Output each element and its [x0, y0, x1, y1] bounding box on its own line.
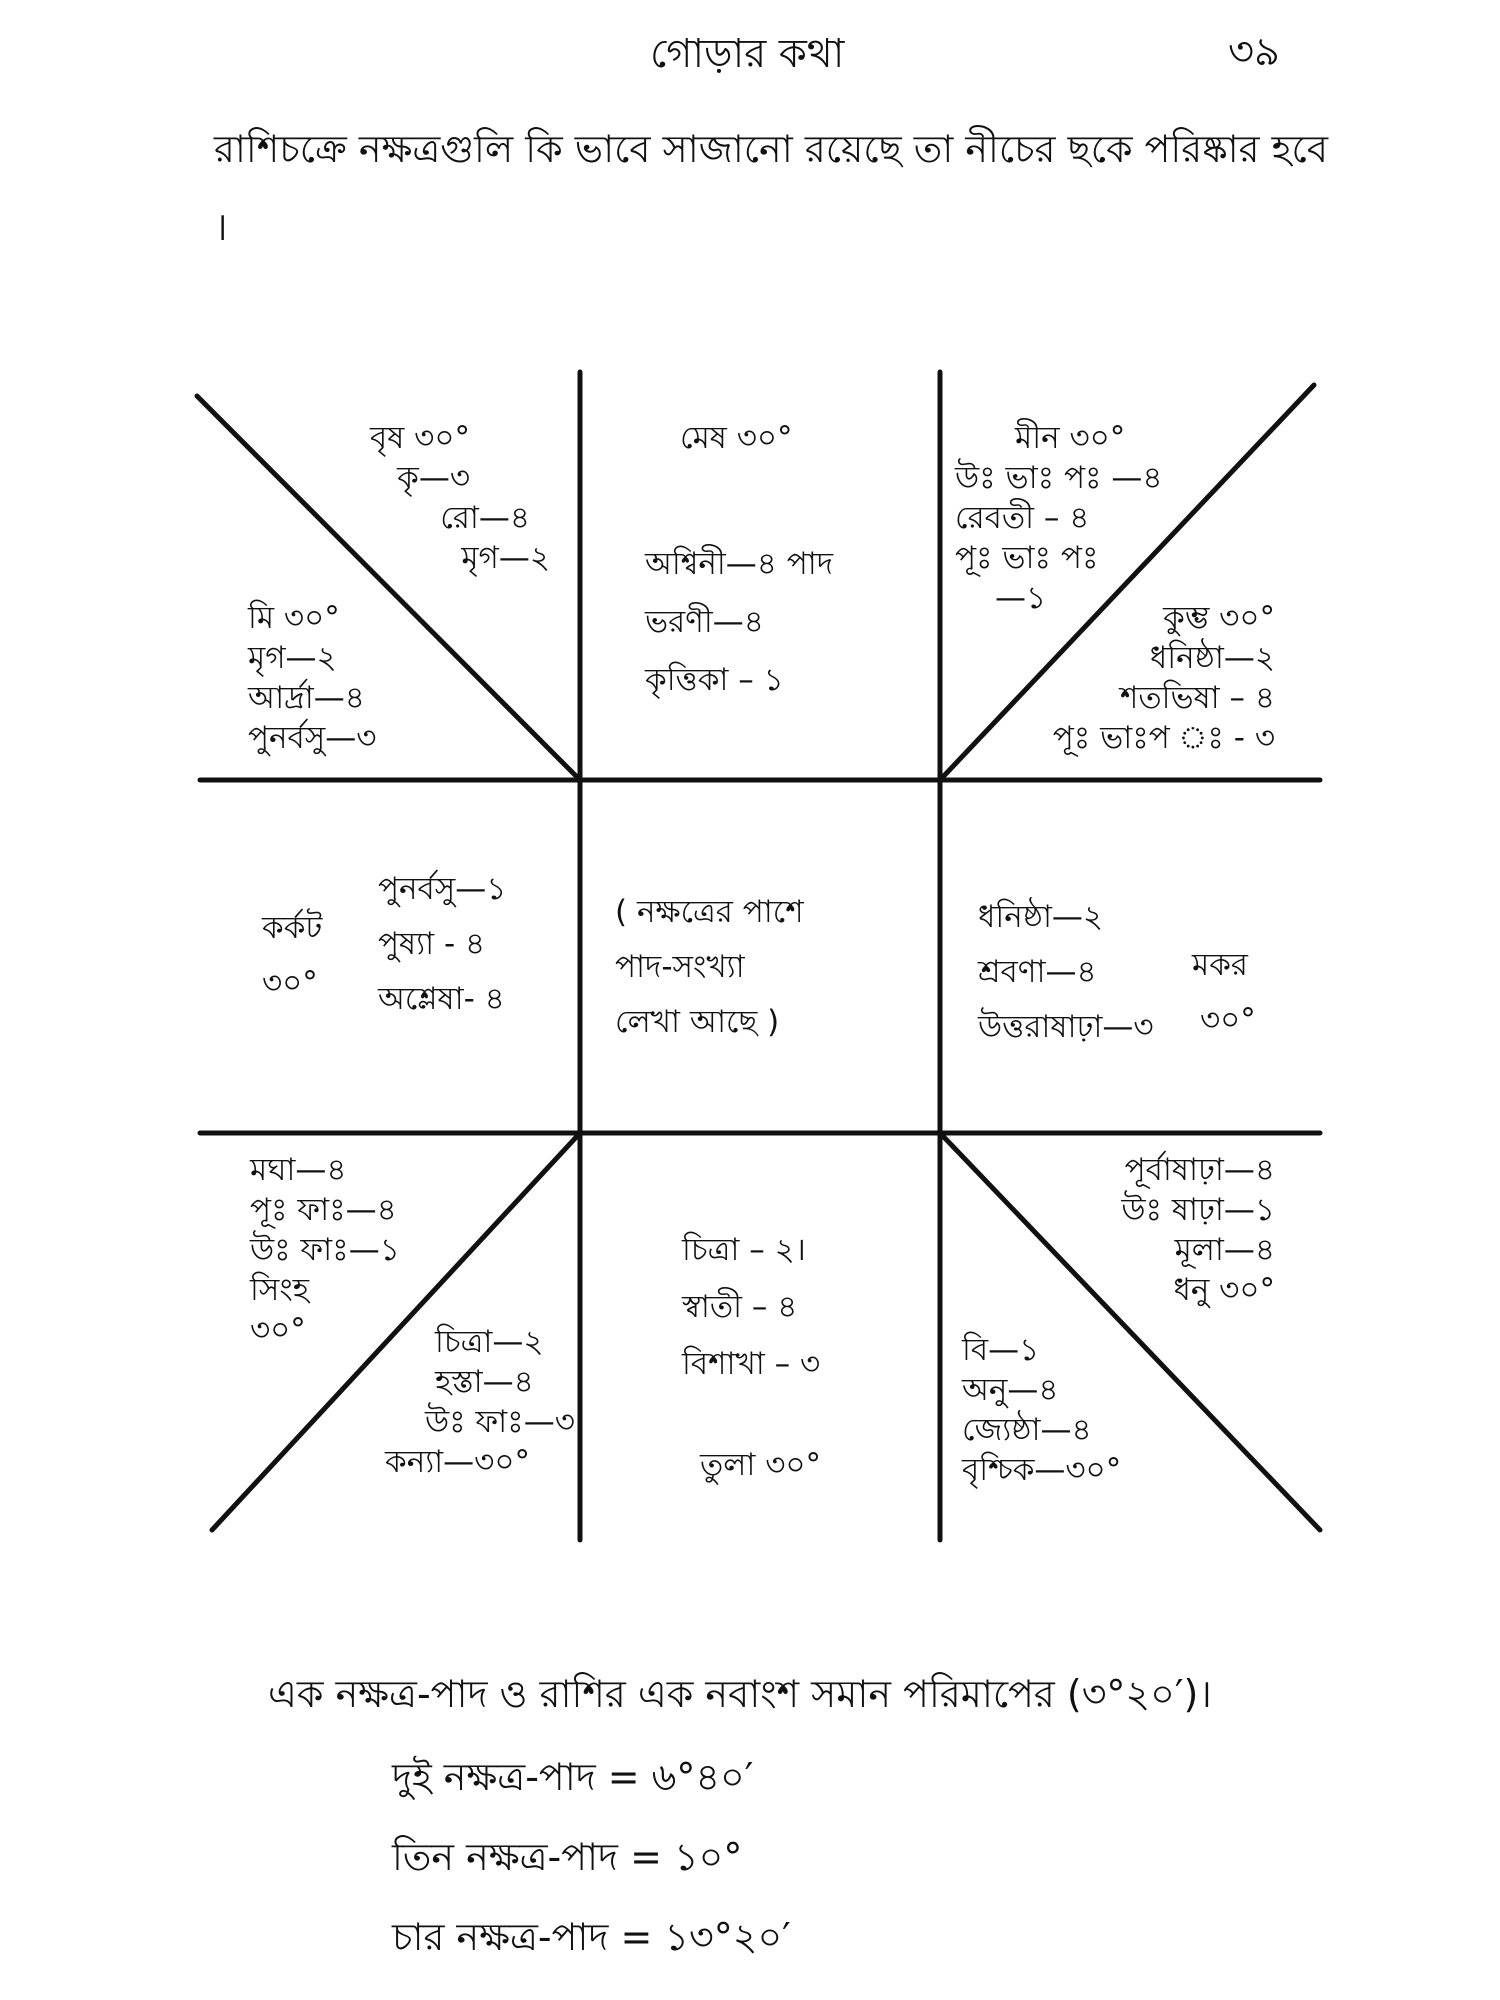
vrisha-line: কৃ—৩	[397, 460, 470, 496]
kanya-line: চিত্রা—২	[435, 1324, 544, 1360]
center-note-line: ( নক্ষত্রের পাশে	[615, 894, 804, 930]
simha-line: ৩০°	[250, 1312, 306, 1348]
karkata-line: অশ্লেষা- ৪	[378, 981, 505, 1017]
vrischika-line: বি—১	[962, 1332, 1040, 1368]
kumbha-line: শতভিষা – ৪	[1120, 680, 1275, 716]
cell-kumbha	[1030, 598, 1275, 758]
makara-degree: ৩০°	[1200, 1002, 1256, 1038]
cell-vrisha	[330, 418, 550, 578]
equation-three-pada: তিন নক্ষত্র-পাদ = ১০°	[392, 1835, 743, 1879]
dhanu-line: ধনু ৩০°	[1173, 1272, 1275, 1308]
meena-line: রেবতী – ৪	[955, 500, 1090, 536]
makara-line: উত্তরাষাঢ়া—৩	[978, 1009, 1154, 1045]
cell-dhanu	[1030, 1150, 1275, 1310]
vrischika-line: অনু—৪	[962, 1372, 1059, 1408]
tula-line: বিশাখা – ৩	[682, 1346, 821, 1382]
kanya-line: উঃ ফাঃ—৩	[425, 1404, 575, 1440]
dhanu-line: মূলা—৪	[1174, 1232, 1275, 1268]
center-note-line: পাদ-সংখ্যা	[615, 949, 745, 985]
cell-simha	[250, 1150, 400, 1350]
cell-makara	[978, 890, 1153, 1055]
mesha-line: কৃত্তিকা – ১	[645, 662, 784, 698]
simha-line: পূঃ ফাঃ—৪	[250, 1192, 397, 1228]
karkata-line: পুনর্বসু—১	[378, 871, 507, 907]
vrisha-line: বৃষ ৩০°	[369, 420, 470, 456]
makara-name: মকর	[1192, 947, 1248, 983]
makara-line: ধনিষ্ঠা—২	[978, 899, 1104, 935]
page-header-title: গোড়ার কথা	[650, 31, 845, 77]
simha-line: সিংহ	[250, 1272, 309, 1308]
karkata-name: কর্কট	[262, 910, 323, 946]
equation-two-pada: দুই নক্ষত্র-পাদ = ৬°৪০′	[392, 1755, 754, 1799]
vrisha-line: মৃগ—২	[461, 540, 550, 576]
mithuna-line: আর্দ্রা—৪	[248, 680, 365, 716]
dhanu-line: উঃ ষাঢ়া—১	[1121, 1192, 1275, 1228]
tula-line: চিত্রা – ২।	[682, 1232, 806, 1268]
intro-paragraph: রাশিচক্রে নক্ষত্রগুলি কি ভাবে সাজানো রয়েছে তা নীচের ছকে পরিষ্কার হবে ।	[214, 127, 1328, 249]
meena-line: —১	[995, 580, 1047, 616]
kanya-line: কন্যা—৩০°	[385, 1444, 530, 1480]
vrischika-line: জ্যেষ্ঠা—৪	[962, 1412, 1092, 1448]
center-note-line: লেখা আছে )	[615, 1004, 780, 1040]
karkata-degree: ৩০°	[262, 965, 318, 1001]
kanya-line: হস্তা—৪	[435, 1364, 534, 1400]
kumbha-line: পূঃ ভাঃপ ঃ - ৩	[1052, 720, 1275, 756]
center-note	[615, 885, 804, 1050]
vrisha-line: রো—৪	[440, 500, 530, 536]
cell-mesha	[645, 535, 833, 709]
pada-navamsha-note: এক নক্ষত্র-পাদ ও রাশির এক নবাংশ সমান পরিমাপের (৩°২০′)।	[268, 1672, 1212, 1716]
page-number: ৩৯	[1228, 29, 1280, 75]
makara-line: শ্রবণা—৪	[978, 954, 1097, 990]
cell-tula	[682, 1222, 820, 1393]
cell-mithuna	[248, 598, 376, 758]
kumbha-line: কুম্ভ ৩০°	[1163, 600, 1275, 636]
simha-line: মঘা—৪	[250, 1152, 347, 1188]
tula-line: স্বাতী – ৪	[682, 1289, 798, 1325]
cell-vrischika	[962, 1330, 1121, 1490]
meena-line: উঃ ভাঃ পঃ —৪	[955, 460, 1163, 496]
cell-meena	[955, 418, 1163, 618]
cell-karkata	[378, 862, 506, 1027]
mithuna-line: পুনর্বসু—৩	[248, 720, 377, 756]
karkata-line: পুষ্যা - ৪	[378, 926, 486, 962]
meena-line: মীন ৩০°	[1015, 420, 1126, 456]
mithuna-line: মৃগ—২	[248, 640, 337, 676]
mithuna-line: মি ৩০°	[248, 600, 340, 636]
equation-four-pada: চার নক্ষত্র-পাদ = ১৩°২০′	[392, 1915, 791, 1959]
meena-line: পূঃ ভাঃ পঃ	[955, 540, 1099, 576]
simha-line: উঃ ফাঃ—১	[250, 1232, 400, 1268]
tula-title: তুলা ৩০°	[700, 1447, 822, 1483]
kumbha-line: ধনিষ্ঠা—২	[1149, 640, 1275, 676]
cell-mesha-title: মেষ ৩০°	[680, 420, 793, 456]
vrischika-line: বৃশ্চিক—৩০°	[962, 1452, 1122, 1488]
mesha-line: অশ্বিনী—৪ পাদ	[645, 546, 834, 582]
mesha-line: ভরণী—৪	[645, 604, 764, 640]
dhanu-line: পূর্বাষাঢ়া—৪	[1124, 1152, 1275, 1188]
cell-kanya	[385, 1322, 575, 1482]
